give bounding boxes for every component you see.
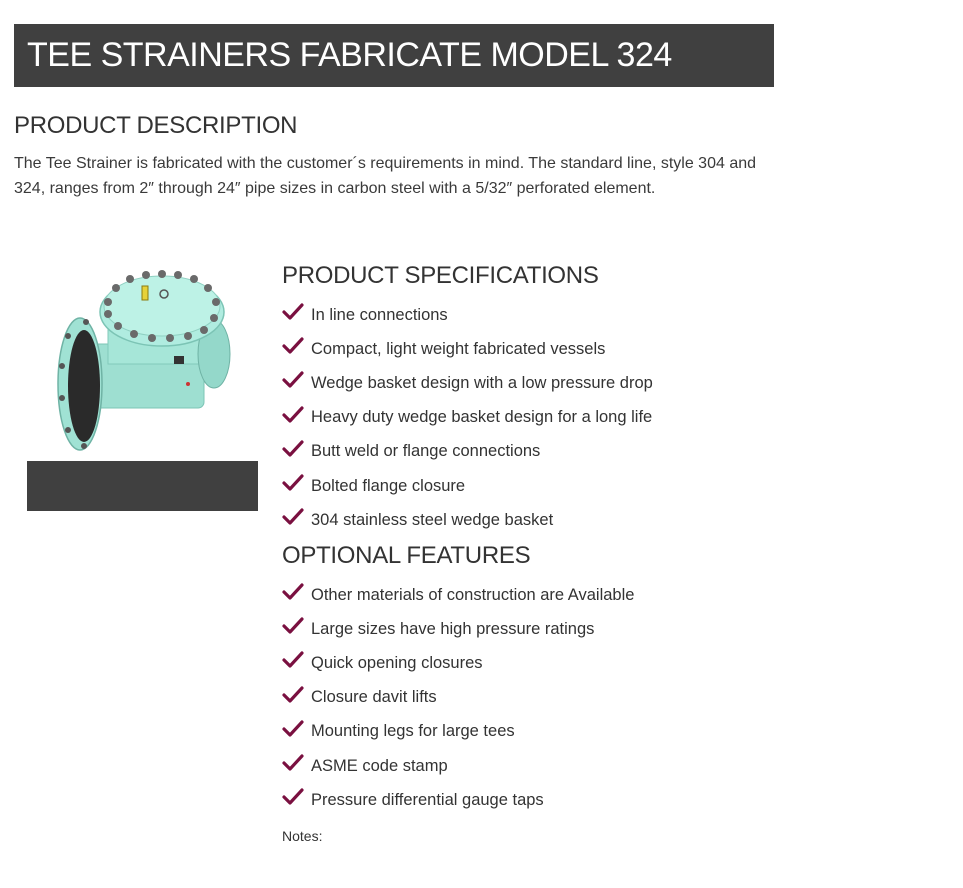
list-item-label: Wedge basket design with a low pressure drop (311, 373, 653, 392)
tee-strainer-image (46, 266, 242, 456)
check-icon (282, 508, 304, 526)
check-icon (282, 474, 304, 492)
list-item (282, 715, 634, 749)
check-icon (282, 686, 304, 704)
optional-features-list (282, 578, 634, 817)
list-item (282, 578, 634, 612)
list-item (282, 469, 653, 503)
check-icon (282, 651, 304, 669)
list-item-label: Mounting legs for large tees (311, 722, 515, 741)
image-caption-bar (27, 461, 258, 511)
list-item (282, 646, 634, 680)
list-item-label: Compact, light weight fabricated vessels (311, 339, 606, 358)
check-icon (282, 371, 304, 389)
list-item-label: Pressure differential gauge taps (311, 790, 544, 809)
list-item (282, 332, 653, 366)
product-description-heading: PRODUCT DESCRIPTION (14, 112, 298, 139)
list-item (282, 749, 634, 783)
list-item-label: Butt weld or flange connections (311, 442, 541, 461)
page-title: TEE STRAINERS FABRICATE MODEL 324 (27, 36, 672, 74)
check-icon (282, 337, 304, 355)
list-item (282, 401, 653, 435)
list-item (282, 503, 653, 537)
check-icon (282, 583, 304, 601)
list-item-label: Other materials of construction are Available (311, 585, 635, 604)
list-item (282, 681, 634, 715)
check-icon (282, 406, 304, 424)
list-item-label: Closure davit lifts (311, 688, 437, 707)
check-icon (282, 440, 304, 458)
list-item (282, 435, 653, 469)
list-item-label: Large sizes have high pressure ratings (311, 619, 595, 638)
optional-features-heading: OPTIONAL FEATURES (282, 542, 531, 569)
list-item (282, 366, 653, 400)
product-specifications-heading: PRODUCT SPECIFICATIONS (282, 262, 599, 289)
check-icon (282, 303, 304, 321)
list-item-label: Bolted flange closure (311, 476, 466, 495)
list-item-label: Heavy duty wedge basket design for a long life (311, 408, 653, 427)
check-icon (282, 720, 304, 738)
list-item-label: Quick opening closures (311, 653, 483, 672)
page-title-bar (14, 24, 774, 87)
list-item-label: In line connections (311, 305, 448, 324)
list-item-label: 304 stainless steel wedge basket (311, 510, 554, 529)
check-icon (282, 788, 304, 806)
specifications-list (282, 298, 653, 537)
notes-label: Notes: (282, 828, 323, 844)
list-item (282, 298, 653, 332)
list-item (282, 783, 634, 817)
list-item-label: ASME code stamp (311, 756, 448, 775)
list-item (282, 612, 634, 646)
product-description-text: The Tee Strainer is fabricated with the customer´s requirements in mind. The standard line, style 304 and 324, ranges from 2″ through 24″ pipe sizes in carbon steel with a 5/32″ perforated element. (14, 155, 757, 197)
check-icon (282, 617, 304, 635)
check-icon (282, 754, 304, 772)
